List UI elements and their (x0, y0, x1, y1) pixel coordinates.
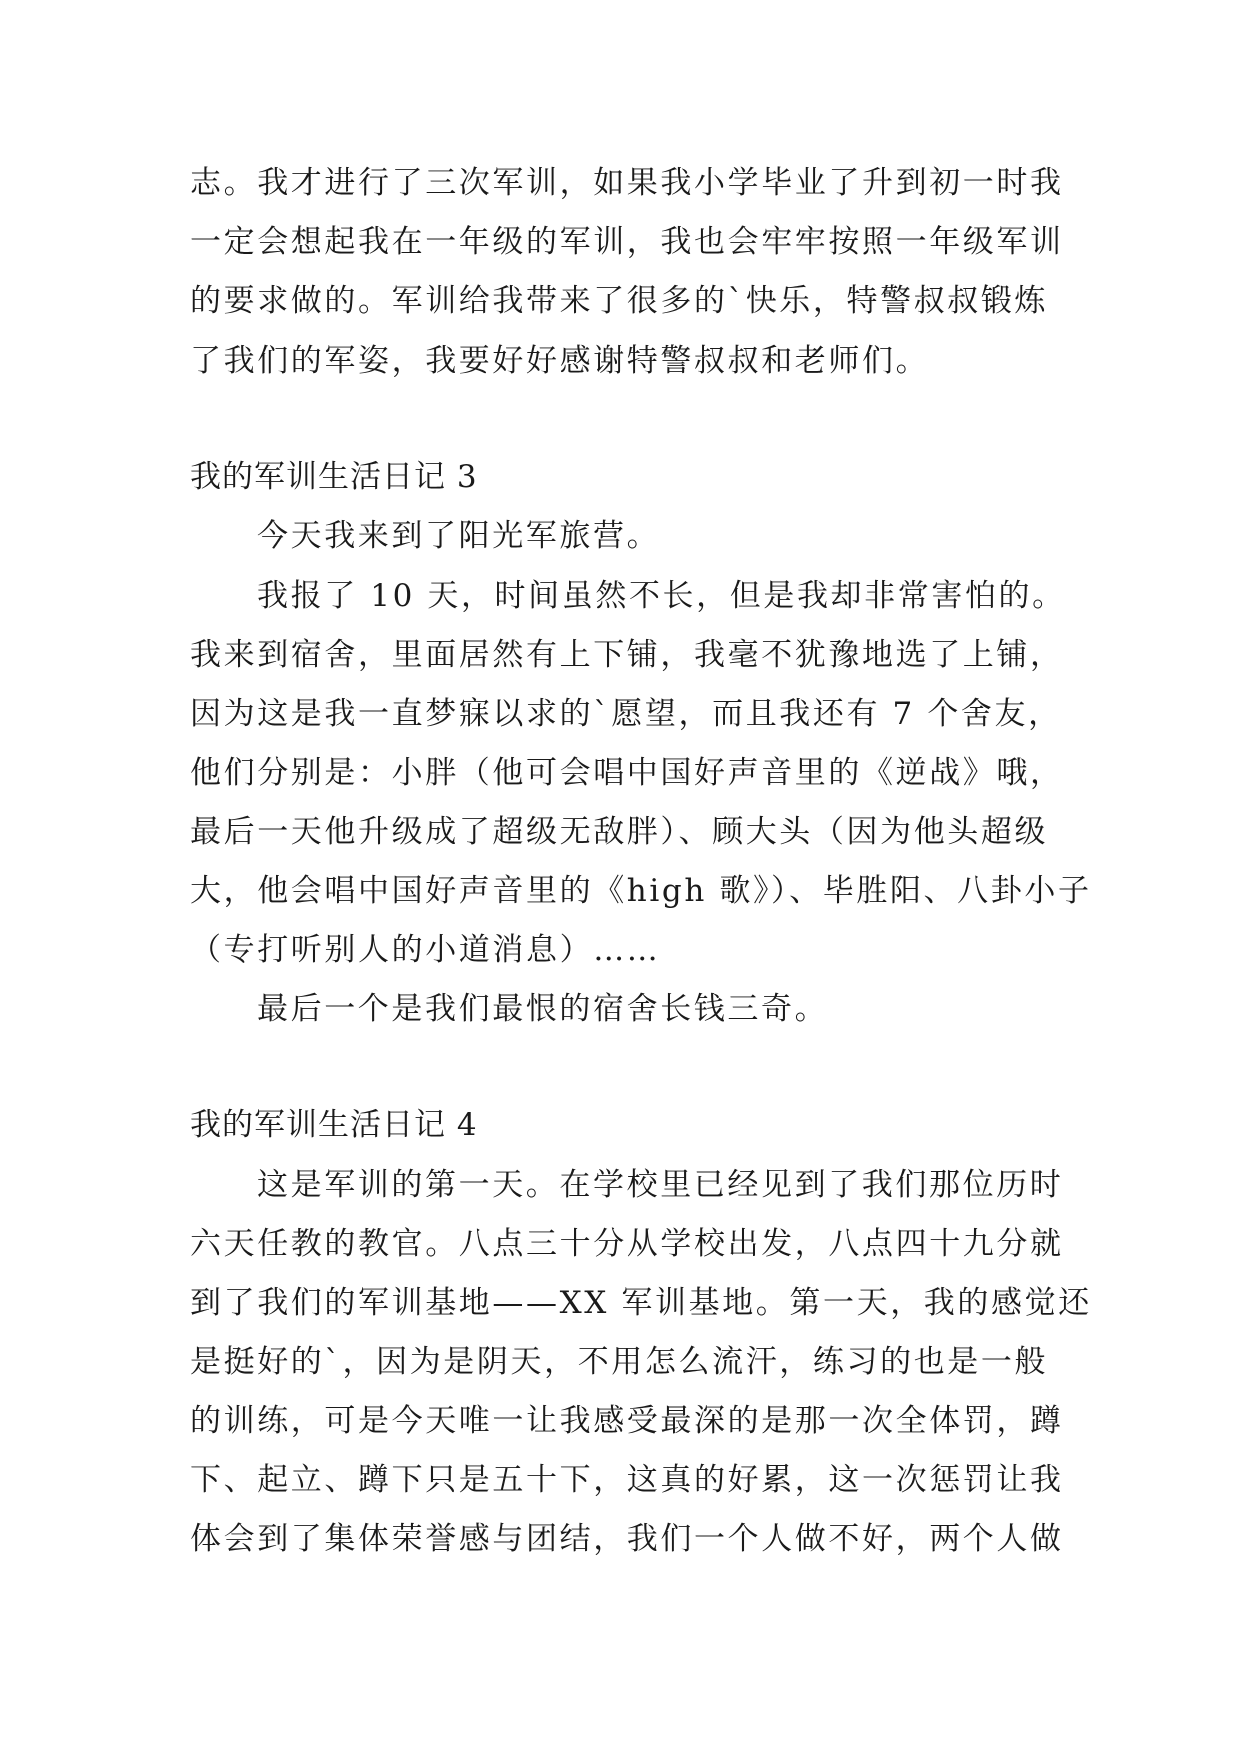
paragraph-line: 他们分别是：小胖（他可会唱中国好声音里的《逆战》哦， (190, 755, 1064, 791)
paragraph-line: 我报了 10 天，时间虽然不长，但是我却非常害怕的。 (257, 578, 1066, 614)
paragraph-line: 了我们的军姿，我要好好感谢特警叔叔和老师们。 (190, 343, 930, 379)
paragraph-line: 一定会想起我在一年级的军训，我也会牢牢按照一年级军训 (190, 224, 1064, 260)
paragraph-line: 是挺好的`，因为是阴天，不用怎么流汗，练习的也是一般 (190, 1344, 1049, 1380)
paragraph-line: 体会到了集体荣誉感与团结，我们一个人做不好，两个人做 (190, 1521, 1064, 1557)
paragraph-line: 下、起立、蹲下只是五十下，这真的好累，这一次惩罚让我 (190, 1462, 1064, 1498)
paragraph-line: 今天我来到了阳光军旅营。 (257, 518, 661, 554)
paragraph-line: 最后一天他升级成了超级无敌胖）、顾大头（因为他头超级 (190, 814, 1049, 850)
paragraph-line: 六天任教的教官。八点三十分从学校出发，八点四十九分就 (190, 1226, 1064, 1262)
section-heading: 我的军训生活日记 4 (190, 1107, 478, 1143)
paragraph-line: 的要求做的。军训给我带来了很多的`快乐，特警叔叔锻炼 (190, 283, 1049, 319)
paragraph-line: 到了我们的军训基地——XX 军训基地。第一天，我的感觉还 (190, 1285, 1092, 1321)
paragraph-line: 这是军训的第一天。在学校里已经见到了我们那位历时 (257, 1167, 1064, 1203)
paragraph-line: 的训练，可是今天唯一让我感受最深的是那一次全体罚，蹲 (190, 1403, 1064, 1439)
paragraph-line: 因为这是我一直梦寐以求的`愿望，而且我还有 7 个舍友， (190, 696, 1062, 732)
paragraph-line: 大，他会唱中国好声音里的《high 歌》）、毕胜阳、八卦小子 (190, 873, 1092, 909)
section-heading: 我的军训生活日记 3 (190, 459, 478, 495)
paragraph-line: 我来到宿舍，里面居然有上下铺，我毫不犹豫地选了上铺， (190, 637, 1064, 673)
paragraph-line: （专打听别人的小道消息）…… (190, 932, 661, 968)
paragraph-line: 最后一个是我们最恨的宿舍长钱三奇。 (257, 991, 829, 1027)
paragraph-line: 志。我才进行了三次军训，如果我小学毕业了升到初一时我 (190, 165, 1064, 201)
